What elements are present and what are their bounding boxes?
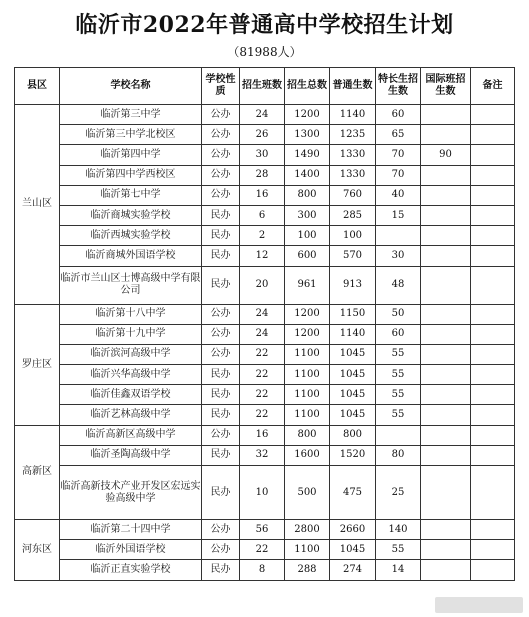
international-cell	[421, 185, 471, 205]
total-cell: 1400	[285, 165, 330, 185]
note-cell	[471, 304, 515, 324]
total-cell: 1100	[285, 385, 330, 405]
table-row	[15, 105, 515, 125]
special-cell: 14	[376, 560, 421, 580]
school-name-cell: 临沂商城外国语学校	[60, 246, 202, 266]
table-row	[15, 365, 515, 385]
note-cell	[471, 205, 515, 225]
note-cell	[471, 145, 515, 165]
school-type-cell: 公办	[202, 304, 240, 324]
total-cell: 1100	[285, 365, 330, 385]
regular-cell: 913	[330, 266, 376, 304]
international-cell	[421, 125, 471, 145]
note-cell	[471, 365, 515, 385]
total-cell: 1100	[285, 344, 330, 364]
note-cell	[471, 540, 515, 560]
special-cell: 55	[376, 385, 421, 405]
table-body	[15, 105, 515, 581]
region-cell: 兰山区	[15, 105, 60, 305]
header-classes: 招生班数	[240, 68, 285, 105]
header-school-name: 学校名称	[60, 68, 202, 105]
school-type-cell: 公办	[202, 324, 240, 344]
regular-cell: 1330	[330, 165, 376, 185]
international-cell	[421, 165, 471, 185]
regular-cell: 2660	[330, 520, 376, 540]
note-cell	[471, 125, 515, 145]
header-international: 国际班招生数	[421, 68, 471, 105]
school-type-cell: 公办	[202, 185, 240, 205]
page-title: 临沂市2022年普通高中学校招生计划	[75, 12, 454, 38]
school-name-cell: 临沂商城实验学校	[60, 205, 202, 225]
regular-cell: 570	[330, 246, 376, 266]
special-cell: 48	[376, 266, 421, 304]
header-region: 县区	[15, 68, 60, 105]
table-row	[15, 246, 515, 266]
classes-cell: 22	[240, 344, 285, 364]
header-school-type: 学校性质	[202, 68, 240, 105]
watermark-overlay	[435, 597, 523, 613]
header-regular: 普通生数	[330, 68, 376, 105]
international-cell	[421, 246, 471, 266]
special-cell: 50	[376, 304, 421, 324]
special-cell: 80	[376, 445, 421, 465]
international-cell	[421, 266, 471, 304]
table-row	[15, 445, 515, 465]
regular-cell: 1150	[330, 304, 376, 324]
classes-cell: 22	[240, 385, 285, 405]
school-type-cell: 民办	[202, 266, 240, 304]
classes-cell: 28	[240, 165, 285, 185]
regular-cell: 274	[330, 560, 376, 580]
table-row	[15, 520, 515, 540]
table-row	[15, 266, 515, 304]
classes-cell: 6	[240, 205, 285, 225]
regular-cell: 475	[330, 466, 376, 520]
note-cell	[471, 560, 515, 580]
special-cell	[376, 425, 421, 445]
classes-cell: 20	[240, 266, 285, 304]
special-cell: 30	[376, 246, 421, 266]
school-name-cell: 临沂第十八中学	[60, 304, 202, 324]
regular-cell: 1045	[330, 540, 376, 560]
regular-cell: 1045	[330, 344, 376, 364]
school-name-cell: 临沂艺林高级中学	[60, 405, 202, 425]
school-name-cell: 临沂第七中学	[60, 185, 202, 205]
international-cell: 90	[421, 145, 471, 165]
school-type-cell: 公办	[202, 145, 240, 165]
special-cell: 55	[376, 540, 421, 560]
note-cell	[471, 324, 515, 344]
classes-cell: 26	[240, 125, 285, 145]
table-row	[15, 165, 515, 185]
classes-cell: 16	[240, 425, 285, 445]
region-cell: 罗庄区	[15, 304, 60, 425]
special-cell: 70	[376, 165, 421, 185]
regular-cell: 1235	[330, 125, 376, 145]
school-name-cell: 临沂市兰山区士博高级中学有限公司	[60, 266, 202, 304]
header-note: 备注	[471, 68, 515, 105]
school-type-cell: 民办	[202, 365, 240, 385]
special-cell: 60	[376, 324, 421, 344]
classes-cell: 30	[240, 145, 285, 165]
note-cell	[471, 105, 515, 125]
special-cell: 25	[376, 466, 421, 520]
school-name-cell: 临沂滨河高级中学	[60, 344, 202, 364]
total-cell: 2800	[285, 520, 330, 540]
special-cell: 70	[376, 145, 421, 165]
total-cell: 1100	[285, 405, 330, 425]
school-type-cell: 民办	[202, 466, 240, 520]
school-type-cell: 公办	[202, 125, 240, 145]
regular-cell: 800	[330, 425, 376, 445]
regular-cell: 1045	[330, 385, 376, 405]
regular-cell: 1045	[330, 365, 376, 385]
school-type-cell: 民办	[202, 226, 240, 246]
header-row	[15, 68, 515, 105]
total-cell: 1600	[285, 445, 330, 465]
total-cell: 800	[285, 425, 330, 445]
table-row	[15, 185, 515, 205]
special-cell: 55	[376, 405, 421, 425]
school-type-cell: 民办	[202, 205, 240, 225]
classes-cell: 56	[240, 520, 285, 540]
school-type-cell: 公办	[202, 540, 240, 560]
school-name-cell: 临沂西城实验学校	[60, 226, 202, 246]
total-cell: 500	[285, 466, 330, 520]
special-cell: 40	[376, 185, 421, 205]
note-cell	[471, 425, 515, 445]
international-cell	[421, 445, 471, 465]
classes-cell: 22	[240, 365, 285, 385]
school-name-cell: 临沂第四中学西校区	[60, 165, 202, 185]
table-row	[15, 466, 515, 520]
international-cell	[421, 466, 471, 520]
school-type-cell: 民办	[202, 560, 240, 580]
total-cell: 961	[285, 266, 330, 304]
table-row	[15, 145, 515, 165]
school-type-cell: 民办	[202, 405, 240, 425]
note-cell	[471, 520, 515, 540]
regular-cell: 100	[330, 226, 376, 246]
region-cell: 河东区	[15, 520, 60, 581]
total-cell: 100	[285, 226, 330, 246]
international-cell	[421, 385, 471, 405]
table-row	[15, 324, 515, 344]
table-row	[15, 205, 515, 225]
total-cell: 288	[285, 560, 330, 580]
table-row	[15, 344, 515, 364]
table-row	[15, 125, 515, 145]
total-cell: 1490	[285, 145, 330, 165]
classes-cell: 24	[240, 105, 285, 125]
school-name-cell: 临沂正直实验学校	[60, 560, 202, 580]
note-cell	[471, 445, 515, 465]
total-cell: 300	[285, 205, 330, 225]
international-cell	[421, 520, 471, 540]
school-type-cell: 公办	[202, 425, 240, 445]
note-cell	[471, 466, 515, 520]
note-cell	[471, 344, 515, 364]
international-cell	[421, 324, 471, 344]
school-type-cell: 公办	[202, 105, 240, 125]
classes-cell: 24	[240, 324, 285, 344]
region-cell: 高新区	[15, 425, 60, 519]
international-cell	[421, 560, 471, 580]
total-cell: 1200	[285, 324, 330, 344]
note-cell	[471, 266, 515, 304]
international-cell	[421, 425, 471, 445]
school-type-cell: 公办	[202, 520, 240, 540]
special-cell: 55	[376, 365, 421, 385]
international-cell	[421, 344, 471, 364]
note-cell	[471, 405, 515, 425]
special-cell: 65	[376, 125, 421, 145]
school-name-cell: 临沂第三中学	[60, 105, 202, 125]
regular-cell: 1045	[330, 405, 376, 425]
classes-cell: 24	[240, 304, 285, 324]
regular-cell: 285	[330, 205, 376, 225]
school-name-cell: 临沂外国语学校	[60, 540, 202, 560]
classes-cell: 22	[240, 405, 285, 425]
header-total: 招生总数	[285, 68, 330, 105]
special-cell: 140	[376, 520, 421, 540]
special-cell: 15	[376, 205, 421, 225]
international-cell	[421, 365, 471, 385]
table-row	[15, 425, 515, 445]
school-name-cell: 临沂佳鑫双语学校	[60, 385, 202, 405]
total-cell: 1100	[285, 540, 330, 560]
international-cell	[421, 105, 471, 125]
table-row	[15, 405, 515, 425]
classes-cell: 16	[240, 185, 285, 205]
table-row	[15, 304, 515, 324]
header-special: 特长生招生数	[376, 68, 421, 105]
classes-cell: 32	[240, 445, 285, 465]
regular-cell: 1330	[330, 145, 376, 165]
school-name-cell: 临沂第三中学北校区	[60, 125, 202, 145]
note-cell	[471, 385, 515, 405]
note-cell	[471, 185, 515, 205]
total-cell: 1200	[285, 304, 330, 324]
enrollment-table	[14, 67, 515, 581]
regular-cell: 1520	[330, 445, 376, 465]
school-name-cell: 临沂高新技术产业开发区宏远实验高级中学	[60, 466, 202, 520]
school-name-cell: 临沂圣陶高级中学	[60, 445, 202, 465]
international-cell	[421, 540, 471, 560]
table-row	[15, 385, 515, 405]
note-cell	[471, 226, 515, 246]
classes-cell: 8	[240, 560, 285, 580]
school-type-cell: 民办	[202, 445, 240, 465]
school-type-cell: 民办	[202, 385, 240, 405]
table-row	[15, 226, 515, 246]
school-name-cell: 临沂高新区高级中学	[60, 425, 202, 445]
international-cell	[421, 304, 471, 324]
note-cell	[471, 246, 515, 266]
total-cell: 1300	[285, 125, 330, 145]
regular-cell: 1140	[330, 324, 376, 344]
total-cell: 1200	[285, 105, 330, 125]
table-row	[15, 560, 515, 580]
special-cell: 60	[376, 105, 421, 125]
classes-cell: 12	[240, 246, 285, 266]
international-cell	[421, 205, 471, 225]
total-cell: 600	[285, 246, 330, 266]
regular-cell: 1140	[330, 105, 376, 125]
total-cell: 800	[285, 185, 330, 205]
school-name-cell: 临沂第二十四中学	[60, 520, 202, 540]
school-type-cell: 公办	[202, 344, 240, 364]
page-subtitle: （81988人）	[227, 45, 302, 59]
school-type-cell: 公办	[202, 165, 240, 185]
school-type-cell: 民办	[202, 246, 240, 266]
classes-cell: 2	[240, 226, 285, 246]
special-cell	[376, 226, 421, 246]
special-cell: 55	[376, 344, 421, 364]
classes-cell: 10	[240, 466, 285, 520]
table-row	[15, 540, 515, 560]
regular-cell: 760	[330, 185, 376, 205]
international-cell	[421, 405, 471, 425]
note-cell	[471, 165, 515, 185]
school-name-cell: 临沂兴华高级中学	[60, 365, 202, 385]
school-name-cell: 临沂第四中学	[60, 145, 202, 165]
international-cell	[421, 226, 471, 246]
school-name-cell: 临沂第十九中学	[60, 324, 202, 344]
classes-cell: 22	[240, 540, 285, 560]
